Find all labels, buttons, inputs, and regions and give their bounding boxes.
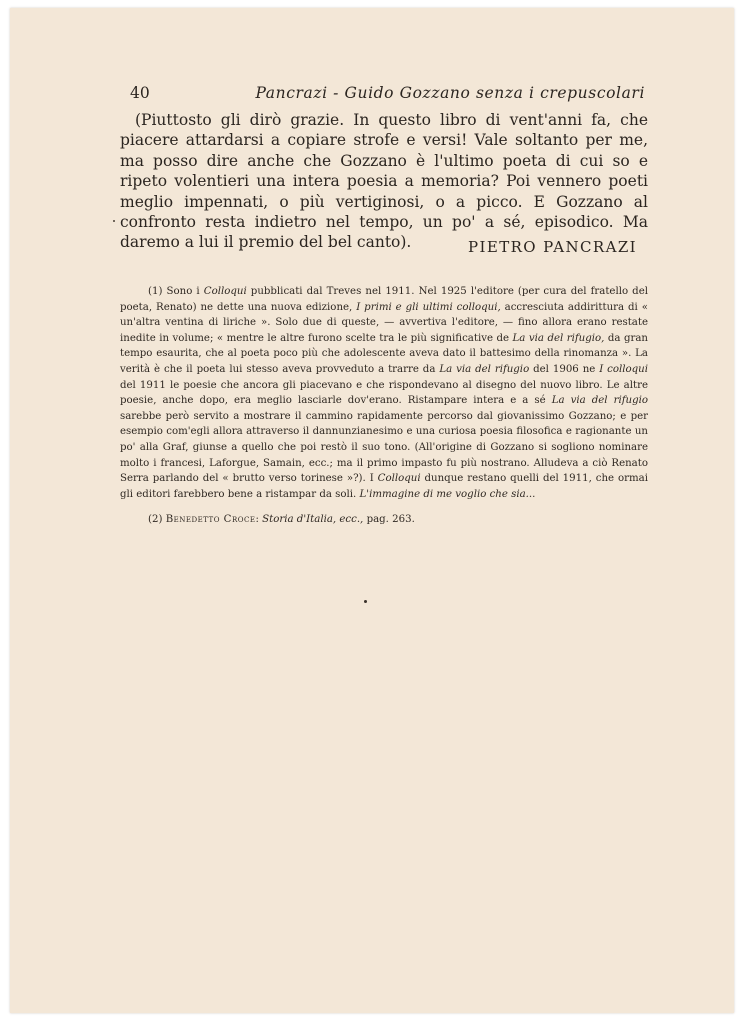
footnote-marker: (1): [148, 286, 163, 297]
footnote-2: (2) Benedetto Croce: Storia d'Italia, ecc., pag. 263.: [148, 514, 415, 526]
book-title: La via del rifugio: [439, 363, 530, 375]
footnote-1: (1) Sono i Colloqui pubblicati dal Treves nel 1911. Nel 1925 l'editore (per cura del fratello del poeta, Renato) ne dette una nuova edizione, I primi e gli ultimi colloqui, accresciuta addirittura di « un'altra ventina di liriche ». Solo due di queste, — avvertiva l'editore, — fino allora erano restate inedite in volume; « mentre le altre furono scelte tra le più significative de La via del rifugio, da gran tempo esaurita, che al poeta poco più che adolescente aveva dato il battesimo della rinomanza ». La verità è che il poeta lui stesso aveva provveduto a trarre da La via del rifugio del 1906 ne I colloqui del 1911 le poesie che ancora gli piacevano e che rispondevano al disegno del nuovo libro. Le altre poesie, anche dopo, era meglio lasciarle dov'erano. Ristampare intera e a sé La via del rifugio sarebbe però servito a mostrare il cammino rapidamente percorso dal giovanissimo Gozzano; e per esempio com'egli allora attraverso il dannunzianesimo e una curiosa poesia filosofica e ragionante un po' alla Graf, giunse a quello che poi restò il suo tono. (All'origine di Gozzano si sogliono nominare molto i francesi, Laforgue, Samain, ecc.; ma il primo impasto fu più nostrano. Alludeva a ciò Renato Serra parlando del « brutto verso torinese »?). I Colloqui dunque restano quelli del 1911, che ormai gli editori farebbero bene a ristampar da soli. L'immagine di me voglio che sia...: [120, 286, 648, 500]
book-title: I primi e gli ultimi colloqui,: [356, 301, 501, 313]
book-title: I colloqui: [599, 363, 648, 375]
margin-mark: [113, 220, 115, 222]
running-title: Pancrazi - Guido Gozzano senza i crepuscolari: [255, 84, 645, 102]
book-title: Colloqui: [203, 286, 247, 297]
footnotes: [120, 284, 648, 528]
book-title: La via del rifugio: [551, 395, 648, 407]
book-page: [10, 8, 734, 1013]
paper-speck: [364, 600, 367, 603]
cited-work: Storia d'Italia, ecc.,: [262, 514, 364, 526]
body-paragraph: (Piuttosto gli dirò grazie. In questo libro di vent'anni fa, che piacere attardarsi a copiare strofe e versi! Vale soltanto per me, ma posso dire anche che Gozzano è l'ultimo poeta di cui so e ripeto volentieri una intera poesia a memoria? Poi vennero poeti meglio impennati, o più vertiginosi, o a picco. E Gozzano al confronto resta indietro nel tempo, un po' a sé, episodico. Ma daremo a lui il premio del bel canto).: [120, 111, 648, 252]
footnote-marker: (2): [148, 514, 163, 526]
running-header: [130, 82, 645, 104]
quoted-verse: L'immagine di me voglio che sia...: [359, 488, 536, 500]
cited-author: Benedetto Croce: [165, 514, 256, 526]
page-number: 40: [130, 84, 150, 102]
author-signature: PIETRO PANCRAZI: [468, 238, 637, 256]
cited-page: pag. 263.: [366, 514, 415, 526]
book-title: Colloqui: [377, 473, 421, 485]
book-title: La via del rifugio,: [512, 332, 605, 344]
